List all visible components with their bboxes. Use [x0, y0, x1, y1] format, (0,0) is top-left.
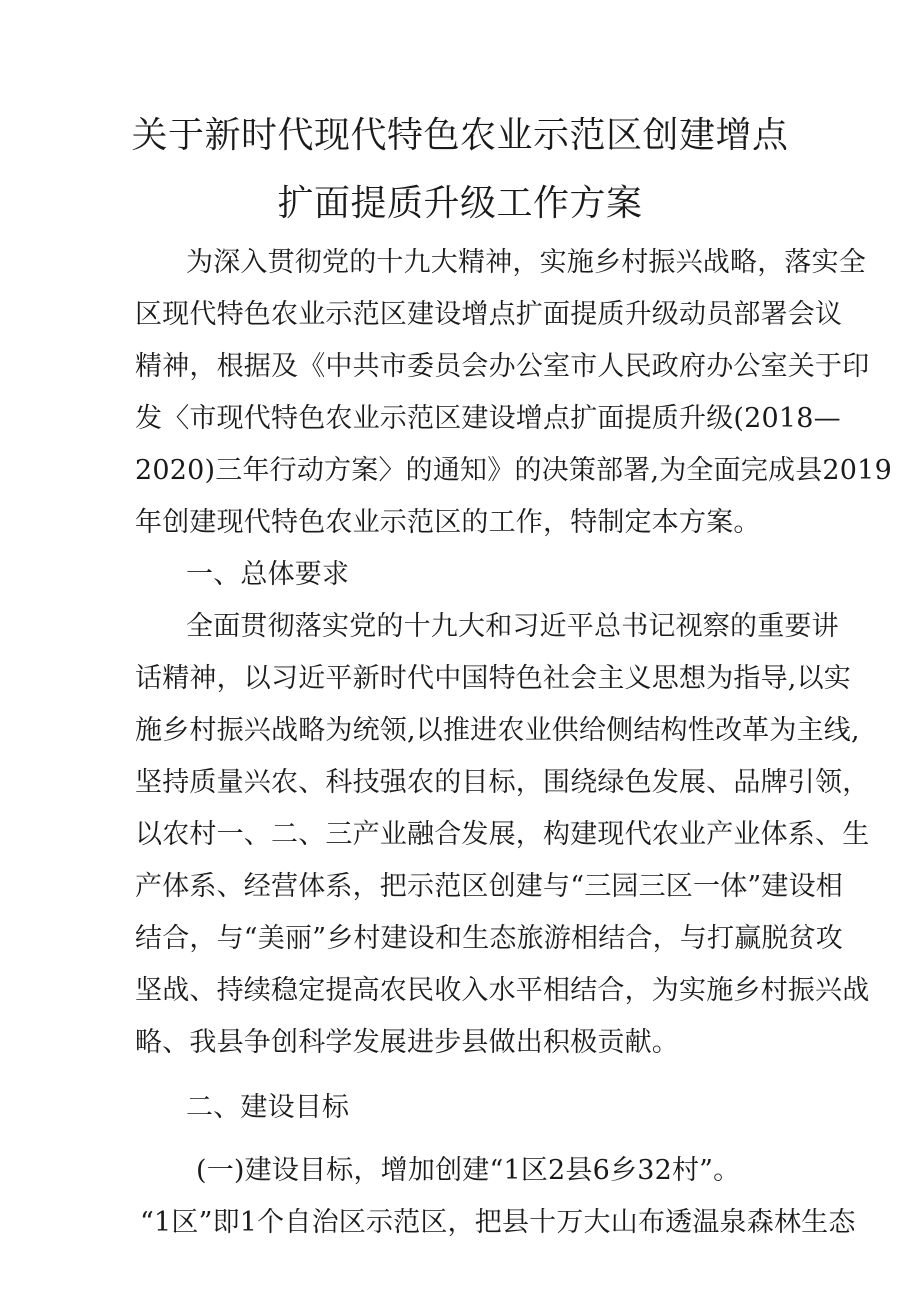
paragraph-1-line-4: 发〈市现代特色农业示范区建设增点扩面提质升级(2018—: [135, 403, 841, 434]
paragraph-2-line-7: 结合，与“美丽”乡村建设和生态旅游相结合，与打赢脱贫攻: [135, 923, 844, 954]
paragraph-1-line-3: 精神，根据及《中共市委员会办公室市人民政府办公室关于印: [135, 351, 870, 382]
paragraph-2-line-1: 全面贯彻落实党的十九大和习近平总书记视察的重要讲: [186, 611, 839, 642]
section-heading-1: 一、总体要求: [186, 559, 350, 590]
document-title-line-1: 关于新时代现代特色农业示范区创建增点: [131, 115, 789, 156]
paragraph-2-line-6: 产体系、经营体系，把示范区创建与“三园三区一体”建设相: [135, 871, 844, 902]
paragraph-1-line-1: 为深入贯彻党的十九大精神，实施乡村振兴战略，落实全: [186, 247, 866, 278]
paragraph-2-line-4: 坚持质量兴农、科技强农的目标，围绕绿色发展、品牌引领，: [135, 767, 870, 798]
paragraph-1-line-5: 2020)三年行动方案〉的通知》的决策部署,为全面完成县2019: [135, 455, 892, 486]
document-title-line-2: 扩面提质升级工作方案: [277, 183, 643, 224]
section-heading-2: 二、建设目标: [186, 1092, 350, 1123]
paragraph-2-line-5: 以农村一、二、三产业融合发展，构建现代农业产业体系、生: [135, 819, 870, 850]
paragraph-2-line-8: 坚战、持续稳定提高农民收入水平相结合，为实施乡村振兴战: [135, 975, 870, 1006]
paragraph-1-line-2: 区现代特色农业示范区建设增点扩面提质升级动员部署会议: [135, 299, 843, 330]
paragraph-3: (一)建设目标，增加创建“1区2县6乡32村”。: [196, 1155, 741, 1186]
paragraph-1-line-6: 年创建现代特色农业示范区的工作，特制定本方案。: [135, 507, 761, 538]
paragraph-4-line-1: “1区”即1个自治区示范区，把县十万大山布透温泉森林生态: [140, 1207, 856, 1238]
paragraph-2-line-2: 话精神，以习近平新时代中国特色社会主义思想为指导,以实: [135, 663, 851, 694]
paragraph-2-line-3: 施乡村振兴战略为统领,以推进农业供给侧结构性改革为主线,: [135, 715, 860, 746]
paragraph-2-line-9: 略、我县争创科学发展进步县做出积极贡献。: [135, 1027, 679, 1058]
